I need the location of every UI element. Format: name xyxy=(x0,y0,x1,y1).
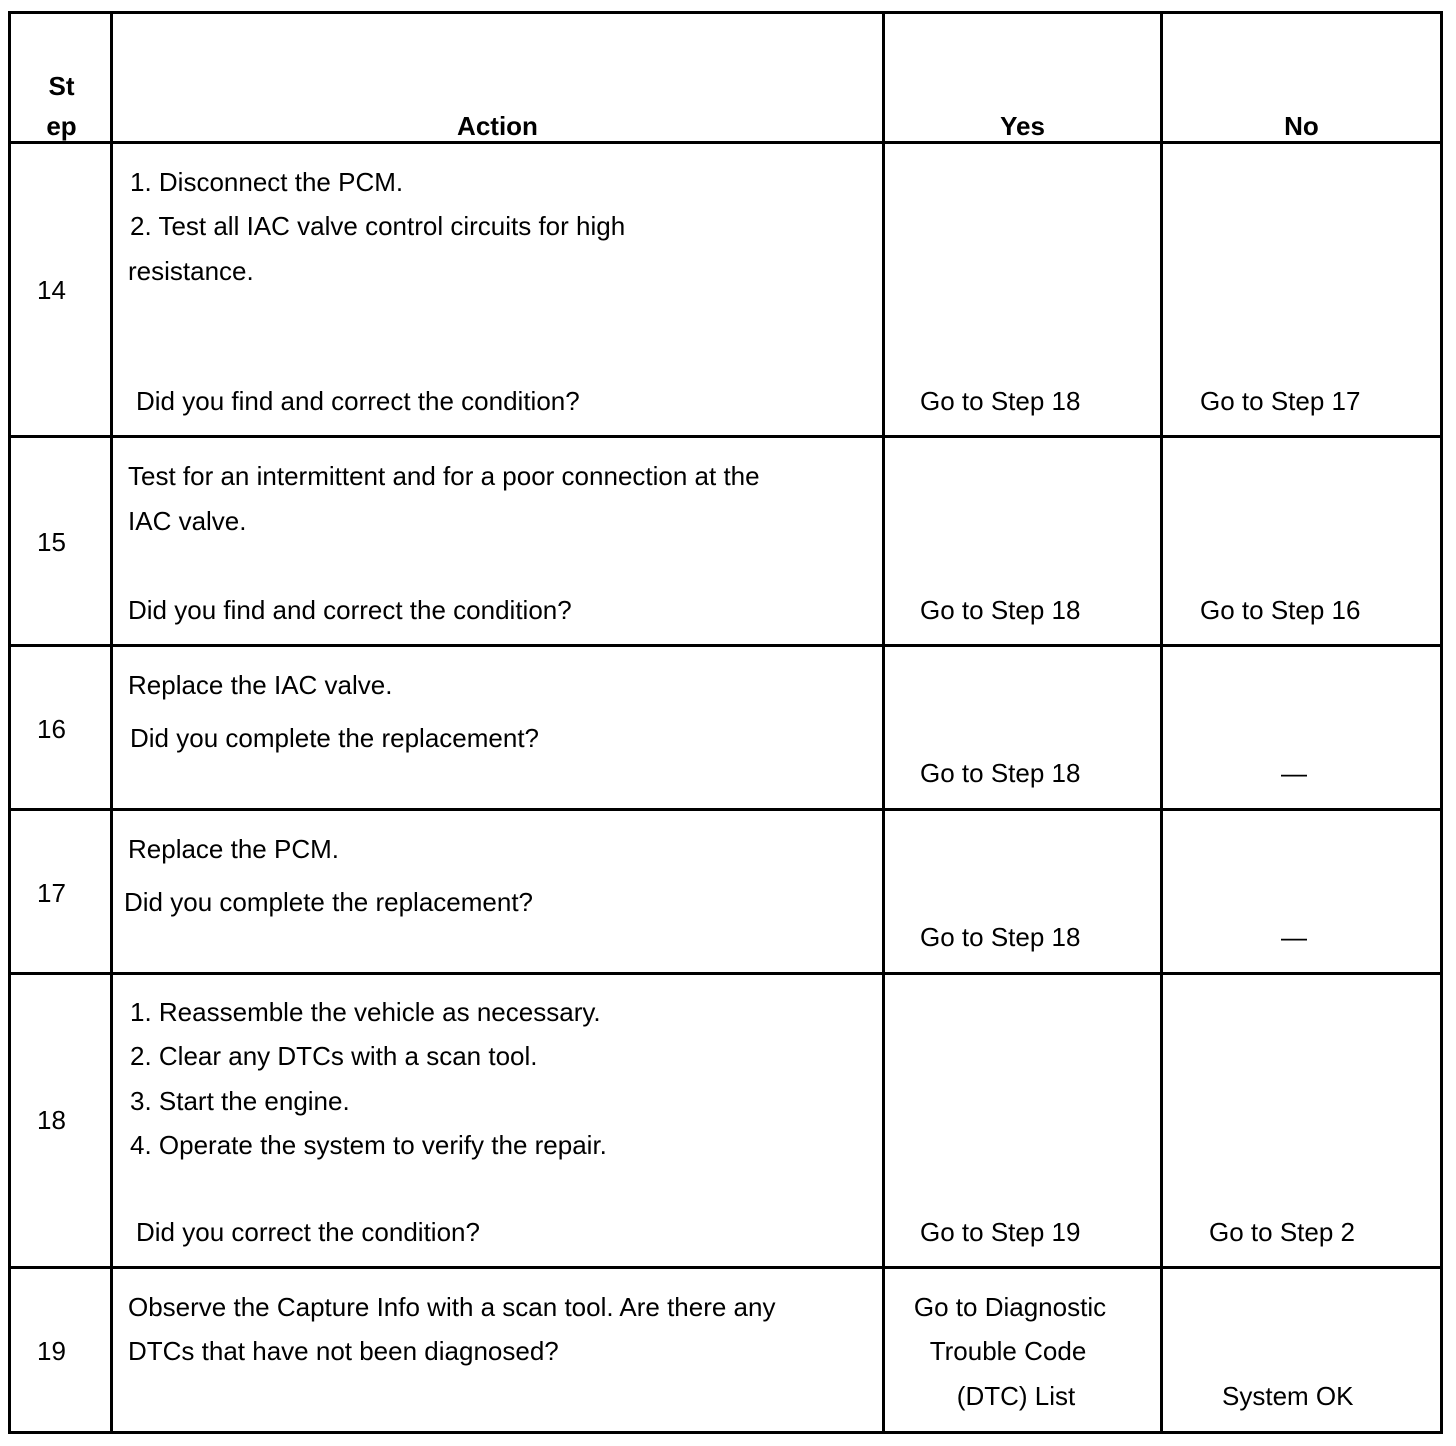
row-divider-17 xyxy=(8,972,1443,975)
column-divider-step-action xyxy=(110,11,113,1434)
no-result: — xyxy=(1281,758,1307,788)
header-step-line2: ep xyxy=(46,111,77,141)
step-number-15: 15 xyxy=(37,527,66,557)
action-line: Replace the PCM. xyxy=(128,834,339,864)
yes-result: Go to Step 18 xyxy=(920,595,1081,625)
step-number-19: 19 xyxy=(37,1336,66,1366)
table-border-left xyxy=(8,11,11,1434)
table-border-top xyxy=(8,11,1443,14)
action-line: DTCs that have not been diagnosed? xyxy=(128,1336,559,1366)
action-line: 2. Clear any DTCs with a scan tool. xyxy=(130,1041,538,1071)
yes-result: Go to Step 18 xyxy=(920,758,1081,788)
header-action: Action xyxy=(457,111,538,141)
row-divider-14 xyxy=(8,435,1443,438)
row-divider-18 xyxy=(8,1266,1443,1269)
action-question: Did you find and correct the condition? xyxy=(136,386,580,416)
header-step-line1: St xyxy=(48,71,75,101)
yes-result-line: (DTC) List xyxy=(956,1381,1076,1411)
yes-result-line: Go to Diagnostic xyxy=(913,1292,1107,1322)
row-divider-15 xyxy=(8,644,1443,647)
action-line: 2. Test all IAC valve control circuits for high xyxy=(130,211,626,241)
table-border-bottom xyxy=(8,1431,1443,1434)
table-border-right xyxy=(1440,11,1443,1434)
column-divider-action-yes xyxy=(882,11,885,1434)
action-line: 4. Operate the system to verify the repair. xyxy=(130,1130,607,1160)
action-line: 1. Disconnect the PCM. xyxy=(130,167,404,197)
row-divider-16 xyxy=(8,808,1443,811)
step-number-18: 18 xyxy=(37,1105,66,1135)
no-result: Go to Step 2 xyxy=(1209,1217,1355,1247)
column-divider-yes-no xyxy=(1160,11,1163,1434)
action-line: resistance. xyxy=(128,256,254,286)
action-line: Observe the Capture Info with a scan tool. Are there any xyxy=(128,1292,776,1322)
step-number-17: 17 xyxy=(37,878,66,908)
header-no: No xyxy=(1284,111,1319,141)
yes-result: Go to Step 18 xyxy=(920,386,1081,416)
action-line: Test for an intermittent and for a poor connection at the xyxy=(128,461,760,491)
row-divider-header xyxy=(8,141,1443,144)
no-result: — xyxy=(1281,922,1307,952)
header-yes: Yes xyxy=(1000,111,1045,141)
step-number-14: 14 xyxy=(37,275,66,305)
action-question: Did you complete the replacement? xyxy=(124,887,534,917)
no-result: Go to Step 17 xyxy=(1200,386,1361,416)
action-line: Replace the IAC valve. xyxy=(128,670,393,700)
no-result: Go to Step 16 xyxy=(1200,595,1361,625)
action-question: Did you complete the replacement? xyxy=(130,723,540,753)
action-question: Did you find and correct the condition? xyxy=(128,595,572,625)
action-line: 3. Start the engine. xyxy=(130,1086,350,1116)
yes-result: Go to Step 19 xyxy=(920,1217,1081,1247)
action-line: 1. Reassemble the vehicle as necessary. xyxy=(130,997,601,1027)
no-result: System OK xyxy=(1222,1381,1354,1411)
action-question: Did you correct the condition? xyxy=(136,1217,480,1247)
action-line: IAC valve. xyxy=(128,506,247,536)
yes-result-line: Trouble Code xyxy=(929,1336,1087,1366)
yes-result: Go to Step 18 xyxy=(920,922,1081,952)
step-number-16: 16 xyxy=(37,714,66,744)
